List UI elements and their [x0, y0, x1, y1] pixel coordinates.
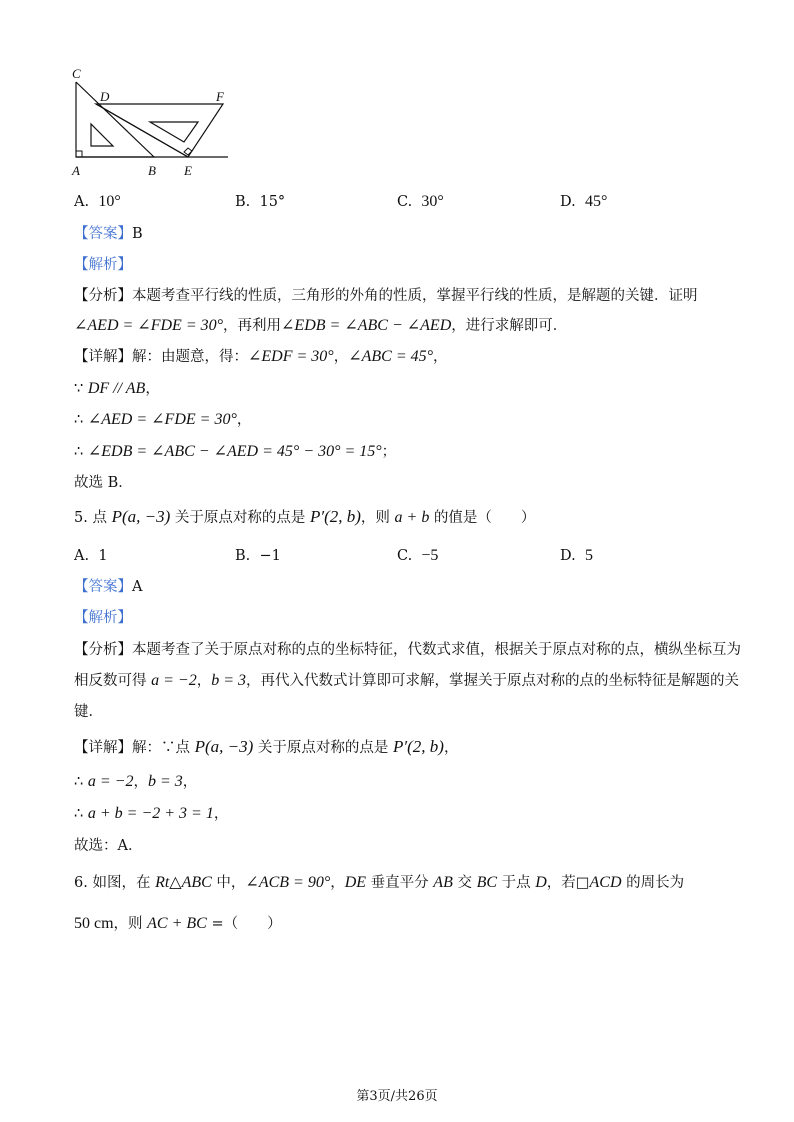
q4-detail-line-4: ∴ ∠EDB = ∠ABC − ∠AED = 45° − 30° = 15°；: [74, 443, 397, 460]
segment-de: [96, 104, 188, 157]
answer-tag: 【答案】: [74, 226, 132, 242]
q5-option-c[interactable]: C. −5: [397, 547, 439, 564]
q4-analysis-tag: 【解析】: [74, 257, 132, 273]
right-angle-e: [184, 148, 192, 155]
q4-option-b[interactable]: B. 15°: [235, 194, 286, 210]
label-f: F: [216, 89, 224, 104]
q5-detail-line-2: ∴ a = −2，b = 3，: [74, 773, 198, 790]
q4-option-a[interactable]: A. 10°: [74, 193, 121, 210]
q4-option-c[interactable]: C. 30°: [397, 193, 444, 210]
right-angle-a: [76, 151, 82, 157]
q5-fenxi-line-3: 键．: [74, 704, 103, 720]
triangle-cab: [76, 82, 154, 157]
triangle-dfe: [96, 104, 223, 157]
q4-fenxi-line-1: 【分析】本题考查平行线的性质，三角形的外角的性质，掌握平行线的性质，是解题的关键．证明: [74, 288, 698, 304]
page-footer: 第3页/共26页: [356, 1089, 438, 1104]
label-a: A: [72, 163, 80, 178]
label-c: C: [72, 66, 81, 81]
q5-detail-line-1: 【详解】解：∵点 P(a, −3) 关于原点对称的点是 P′(2, b)，: [74, 737, 459, 756]
q4-detail-line-1: 【详解】解：由题意，得：∠EDF = 30°，∠ABC = 45°，: [74, 348, 448, 365]
q5-answer: 【答案】A: [74, 579, 143, 595]
q4-answer: 【答案】B: [74, 226, 143, 242]
q5-option-d[interactable]: D. 5: [560, 547, 593, 564]
q4-detail-line-2: ∵ DF // AB，: [74, 380, 160, 397]
q6-stem-line-2: 50 cm，则 AC + BC =（ ）: [74, 915, 282, 932]
q4-option-d[interactable]: D. 45°: [560, 193, 608, 210]
label-e: E: [184, 163, 192, 178]
q5-detail-line-3: ∴ a + b = −2 + 3 = 1，: [74, 805, 229, 822]
triangle-rulers-figure: [66, 64, 236, 180]
q5-fenxi-line-1: 【分析】本题考查了关于原点对称的点的坐标特征，代数式求值，根据关于原点对称的点，横纵坐标互为: [74, 642, 741, 658]
q4-conclusion: 故选 B．: [74, 475, 133, 491]
answer-tag: 【答案】: [74, 579, 132, 595]
q5-conclusion: 故选：A．: [74, 838, 143, 854]
label-b: B: [148, 163, 156, 178]
q5-option-b[interactable]: B. −1: [235, 548, 281, 564]
q4-detail-line-3: ∴ ∠AED = ∠FDE = 30°，: [74, 411, 252, 428]
q5-option-a[interactable]: A. 1: [74, 548, 108, 564]
q6-stem-line-1: 6. 如图，在 Rt△ABC 中，∠ACB = 90°，DE 垂直平分 AB 交 BC 于点 D，若□ACD 的周长为: [74, 874, 685, 891]
q4-fenxi-line-2: ∠AED = ∠FDE = 30°，再利用∠EDB = ∠ABC − ∠AED，进行求解即可．: [74, 317, 568, 334]
q5-analysis-tag: 【解析】: [74, 610, 132, 626]
inner-triangle-1: [91, 124, 113, 146]
label-d: D: [100, 89, 110, 104]
q5-fenxi-line-2: 相反数可得 a = −2，b = 3，再代入代数式计算即可求解，掌握关于原点对称的点的坐标特征是解题的关: [74, 672, 739, 689]
q5-stem: 5. 点 P(a, −3) 关于原点对称的点是 P′(2, b)，则 a + b 的值是（ ）: [74, 507, 536, 526]
